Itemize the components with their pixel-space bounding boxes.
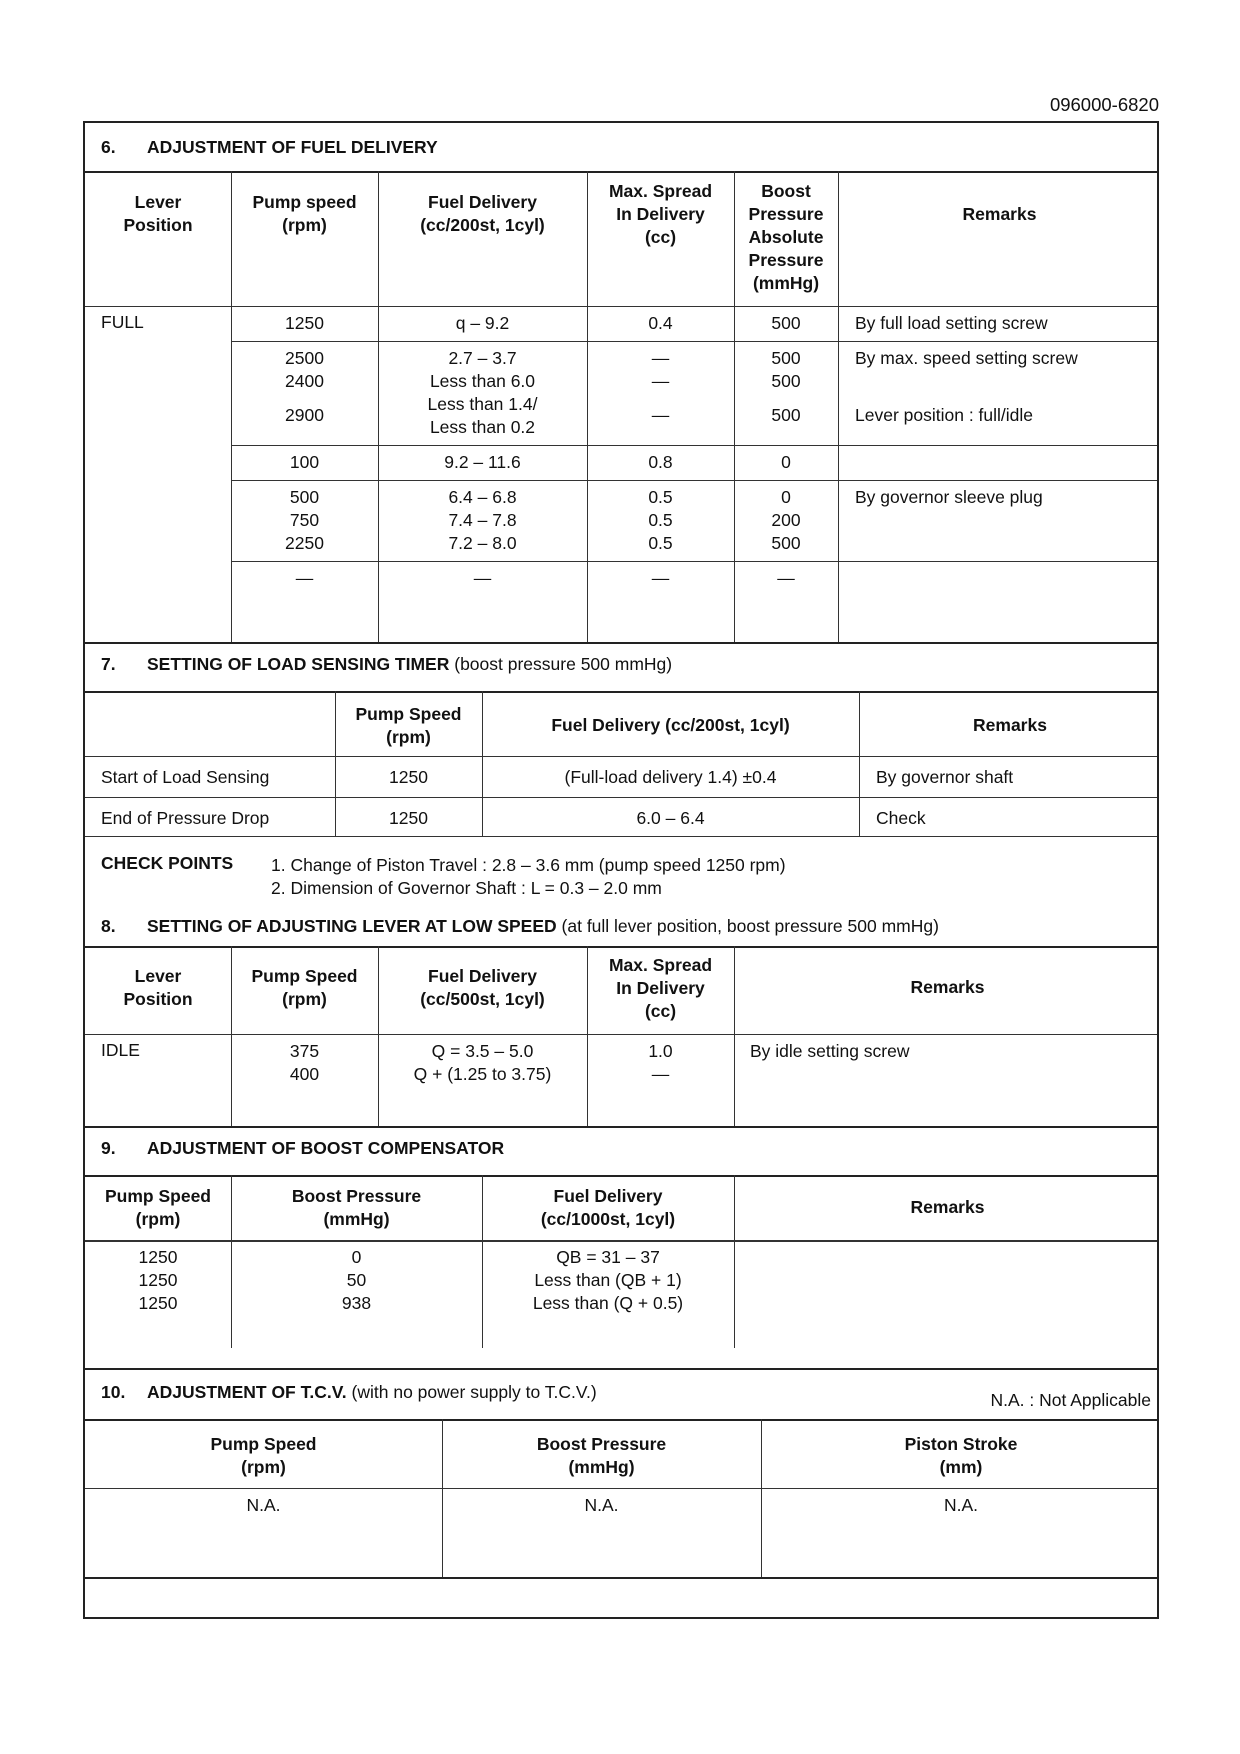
table-cell: End of Pressure Drop [101, 808, 270, 828]
s6-header-max-spread: Max. Spread In Delivery (cc) [608, 181, 713, 247]
divider [85, 1368, 1157, 1370]
table-cell: 500 500 500 [771, 348, 801, 425]
check-points-label: CHECK POINTS [101, 853, 234, 873]
table-cell: 0.4 [648, 313, 673, 333]
table-cell: 375 400 [289, 1041, 320, 1084]
table-cell: — [777, 568, 795, 588]
divider [85, 946, 1157, 948]
table-cell: By governor shaft [876, 767, 1014, 787]
divider [85, 171, 1157, 173]
table-cell: 500 750 2250 [285, 487, 324, 553]
table-cell: 2.7 – 3.7 Less than 6.0 Less than 1.4/ Less than 0.2 [427, 348, 538, 437]
section8-note: (at full lever position, boost pressure 500 mmHg) [561, 916, 939, 936]
table-cell: By idle setting screw [750, 1041, 910, 1061]
section6-heading [101, 136, 438, 159]
table-cell: 1250 [285, 313, 324, 333]
section6-title: ADJUSTMENT OF FUEL DELIVERY [147, 137, 438, 157]
table-cell: By max. speed setting screw Lever position : full/idle [855, 348, 1078, 425]
s8-header-max-spread: Max. Spread In Delivery (cc) [608, 955, 713, 1021]
table-cell: (Full-load delivery 1.4) ±0.4 [564, 767, 777, 787]
table-cell: By full load setting screw [855, 313, 1048, 333]
table-cell: 6.0 – 6.4 [636, 808, 705, 828]
section8-title: SETTING OF ADJUSTING LEVER AT LOW SPEED [147, 916, 557, 936]
table-cell: N.A. [584, 1495, 619, 1515]
section8-heading: 8. SETTING OF ADJUSTING LEVER AT LOW SPEED (at full lever position, boost pressure 500 mmHg) [101, 916, 939, 936]
s6-header-fuel-delivery: Fuel Delivery (cc/200st, 1cyl) [420, 192, 545, 235]
check-points-list: 1. Change of Piston Travel : 2.8 – 3.6 mm (pump speed 1250 rpm) 2. Dimension of Governor Shaft : L = 0.3 – 2.0 mm [271, 855, 786, 898]
s6-lever-position: FULL [101, 312, 144, 332]
s8-header-lever: Lever Position [123, 966, 193, 1009]
table-cell: 0 [781, 452, 791, 472]
s7-header-fuel-delivery: Fuel Delivery (cc/200st, 1cyl) [551, 715, 790, 735]
divider [85, 1577, 1157, 1579]
table-cell: 0 50 938 [341, 1247, 372, 1313]
s6-header-boost: Boost Pressure Absolute Pressure (mmHg) [748, 181, 824, 293]
table-cell: 1.0 — [648, 1041, 673, 1084]
table-cell: N.A. [246, 1495, 281, 1515]
s10-header-boost: Boost Pressure (mmHg) [536, 1434, 667, 1477]
s7-header-remarks: Remarks [973, 715, 1047, 735]
table-cell: q – 9.2 [455, 313, 510, 333]
table-cell: 2500 2400 2900 [285, 348, 324, 425]
s7-header-pump-speed: Pump Speed (rpm) [355, 704, 462, 747]
table-cell: 0.5 0.5 0.5 [648, 487, 673, 553]
s8-header-pump-speed: Pump Speed (rpm) [251, 966, 358, 1009]
divider [85, 1175, 1157, 1177]
na-note: N.A. : Not Applicable [990, 1390, 1151, 1410]
table-cell: 1250 [389, 767, 428, 787]
table-cell: QB = 31 – 37 Less than (QB + 1) Less than (Q + 0.5) [532, 1247, 684, 1313]
table-cell: — — — [651, 348, 670, 425]
s9-header-boost: Boost Pressure (mmHg) [291, 1186, 422, 1229]
table-cell: — [473, 568, 492, 588]
section7-title: SETTING OF LOAD SENSING TIMER [147, 654, 450, 674]
table-cell: Q = 3.5 – 5.0 Q + (1.25 to 3.75) [413, 1041, 552, 1084]
divider [85, 1126, 1157, 1128]
s6-header-pump-speed: Pump speed (rpm) [252, 192, 357, 235]
section10-heading: 10. ADJUSTMENT OF T.C.V. (with no power supply to T.C.V.) [101, 1382, 597, 1402]
s6-header-remarks: Remarks [962, 204, 1037, 224]
table-cell: 500 [771, 313, 801, 333]
s10-header-pump-speed: Pump Speed (rpm) [210, 1434, 317, 1477]
table-cell: 100 [289, 452, 320, 472]
s9-header-remarks: Remarks [910, 1197, 985, 1217]
divider [85, 1419, 1157, 1421]
s8-header-remarks: Remarks [910, 977, 985, 997]
table-cell: Check [876, 808, 926, 828]
table-cell: — [295, 568, 314, 588]
section7-note: (boost pressure 500 mmHg) [454, 654, 673, 674]
s9-header-pump-speed: Pump Speed (rpm) [105, 1186, 211, 1229]
section10-title: ADJUSTMENT OF T.C.V. [147, 1382, 347, 1402]
table-cell: — [651, 568, 670, 588]
table-cell: By governor sleeve plug [855, 487, 1043, 507]
s10-header-piston-stroke: Piston Stroke (mm) [904, 1434, 1018, 1477]
table-cell: N.A. [943, 1495, 979, 1515]
divider [85, 691, 1157, 693]
document-number: 096000-6820 [1049, 94, 1159, 115]
table-cell: 0.8 [648, 452, 673, 472]
divider [85, 642, 1157, 644]
s8-header-fuel-delivery: Fuel Delivery (cc/500st, 1cyl) [420, 966, 545, 1009]
section9-heading: 9. ADJUSTMENT OF BOOST COMPENSATOR [101, 1138, 505, 1158]
table-cell: Start of Load Sensing [101, 767, 270, 787]
s9-header-fuel-delivery: Fuel Delivery (cc/1000st, 1cyl) [540, 1186, 676, 1229]
specification-sheet [83, 121, 1159, 1619]
section9-title: ADJUSTMENT OF BOOST COMPENSATOR [147, 1138, 505, 1158]
section6-number: 6. [101, 137, 116, 157]
table-cell: 9.2 – 11.6 [444, 452, 521, 472]
table-cell: 0 200 500 [771, 487, 801, 553]
s8-lever-position: IDLE [101, 1040, 140, 1060]
s6-header-lever: Lever Position [123, 192, 193, 235]
table-cell: 6.4 – 6.8 7.4 – 7.8 7.2 – 8.0 [448, 487, 517, 553]
table-cell: 1250 1250 1250 [138, 1247, 178, 1313]
table-cell: 1250 [389, 808, 428, 828]
section10-note: (with no power supply to T.C.V.) [351, 1382, 597, 1402]
section7-heading: 7. SETTING OF LOAD SENSING TIMER (boost pressure 500 mmHg) [101, 654, 673, 674]
